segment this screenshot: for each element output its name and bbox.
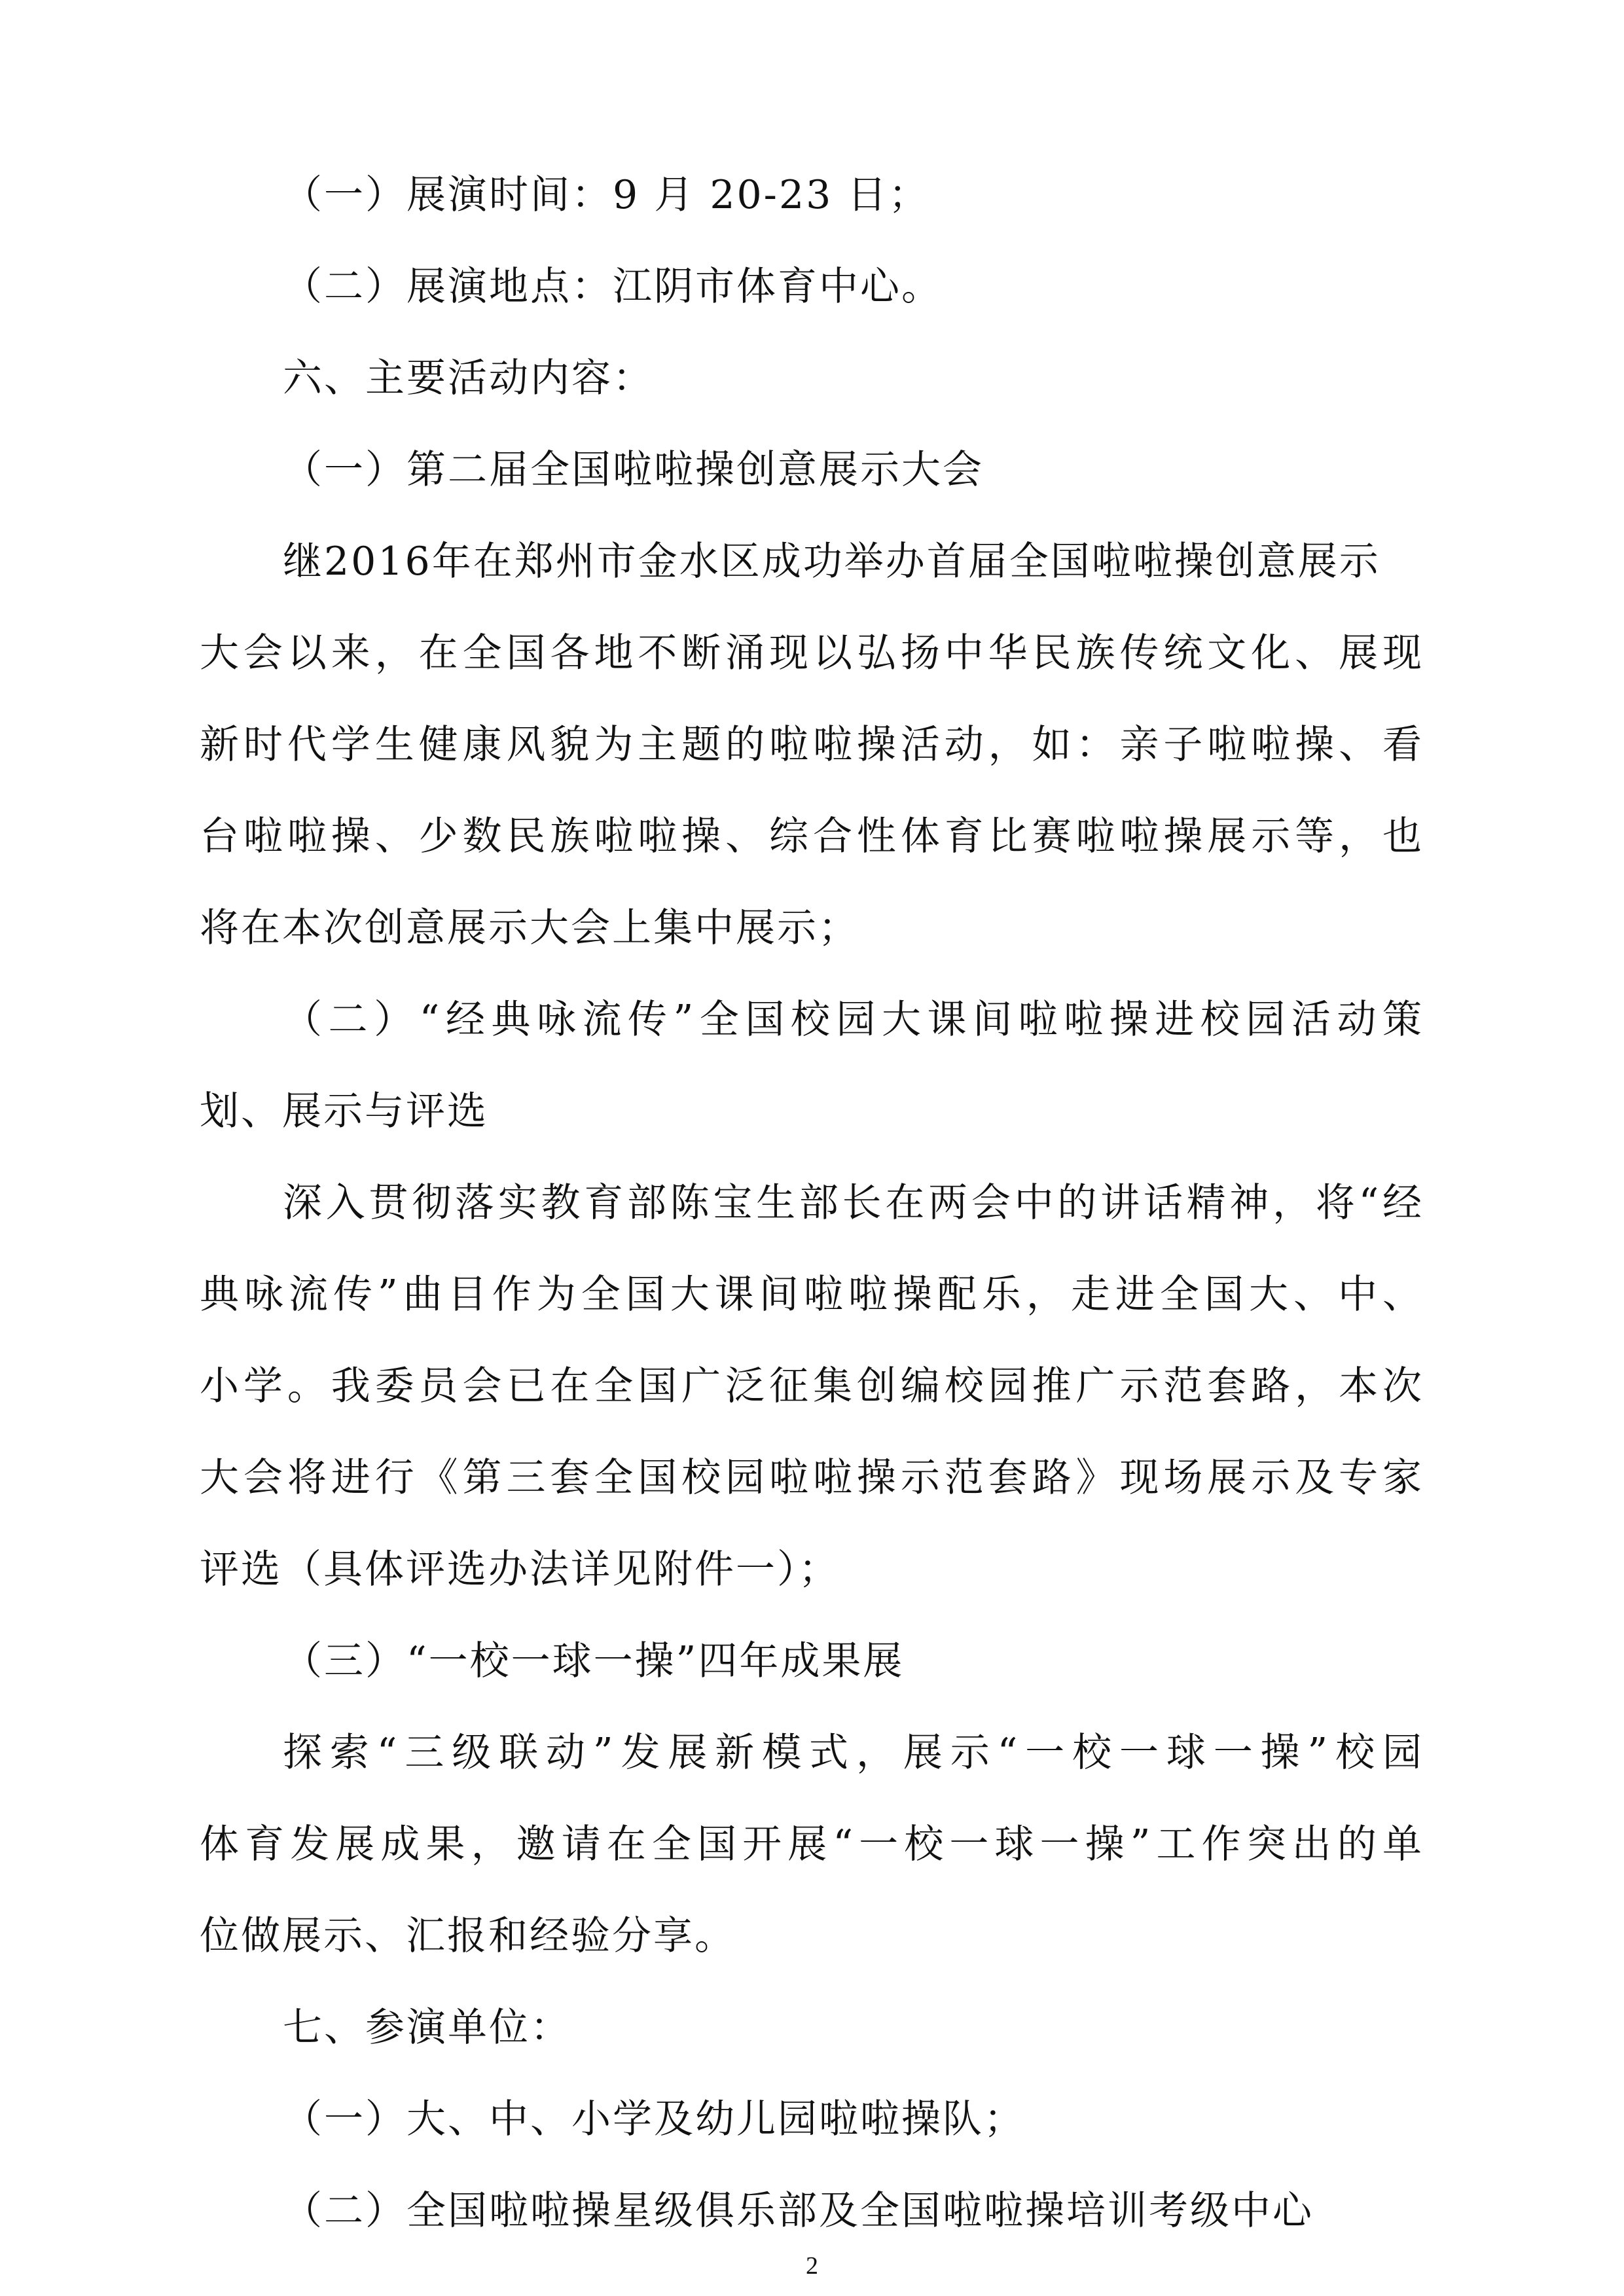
subsection-heading: （二）“经典咏流传”全国校园大课间啦啦操进校园活动策 — [283, 997, 1424, 1043]
paragraph-line: 典咏流传”曲目作为全国大课间啦啦操配乐，走进全国大、中、 — [200, 1272, 1424, 1318]
subsection-heading: 划、展示与评选 — [200, 1088, 488, 1134]
section-heading: 七、参演单位： — [283, 2005, 571, 2051]
paragraph-line: （二）展演地点：江阴市体育中心。 — [283, 264, 943, 310]
paragraph-line: （一）大、中、小学及幼儿园啦啦操队； — [283, 2096, 1025, 2142]
paragraph-line: 评选（具体评选办法详见附件一）； — [200, 1547, 840, 1592]
paragraph-line: 体育发展成果，邀请在全国开展“一校一球一操”工作突出的单 — [200, 1821, 1424, 1867]
paragraph-line: （二）全国啦啦操星级俱乐部及全国啦啦操培训考级中心 — [283, 2188, 1314, 2234]
paragraph-line: 将在本次创意展示大会上集中展示； — [200, 905, 859, 951]
paragraph-line: 位做展示、汇报和经验分享。 — [200, 1913, 736, 1959]
subsection-heading: （一）第二届全国啦啦操创意展示大会 — [283, 447, 984, 493]
paragraph-line: 台啦啦操、少数民族啦啦操、综合性体育比赛啦啦操展示等，也 — [200, 814, 1424, 859]
paragraph-line: 小学。我委员会已在全国广泛征集创编校园推广示范套路，本次 — [200, 1363, 1424, 1409]
paragraph-line: 新时代学生健康风貌为主题的啦啦操活动，如：亲子啦啦操、看 — [200, 722, 1424, 768]
paragraph-line: 深入贯彻落实教育部陈宝生部长在两会中的讲话精神，将“经 — [283, 1180, 1424, 1226]
page-number: 2 — [806, 2252, 818, 2280]
section-heading: 六、主要活动内容： — [283, 355, 654, 401]
paragraph-line: 探索“三级联动”发展新模式，展示“一校一球一操”校园 — [283, 1730, 1424, 1776]
subsection-heading: （三）“一校一球一操”四年成果展 — [283, 1638, 905, 1684]
paragraph-line: （一）展演时间：9 月 20-23 日； — [283, 172, 930, 218]
paragraph-line: 大会以来，在全国各地不断涌现以弘扬中华民族传统文化、展现 — [200, 630, 1424, 676]
paragraph-line: 大会将进行《第三套全国校园啦啦操示范套路》现场展示及专家 — [200, 1455, 1424, 1501]
paragraph-line: 继2016年在郑州市金水区成功举办首届全国啦啦操创意展示 — [283, 539, 1380, 584]
